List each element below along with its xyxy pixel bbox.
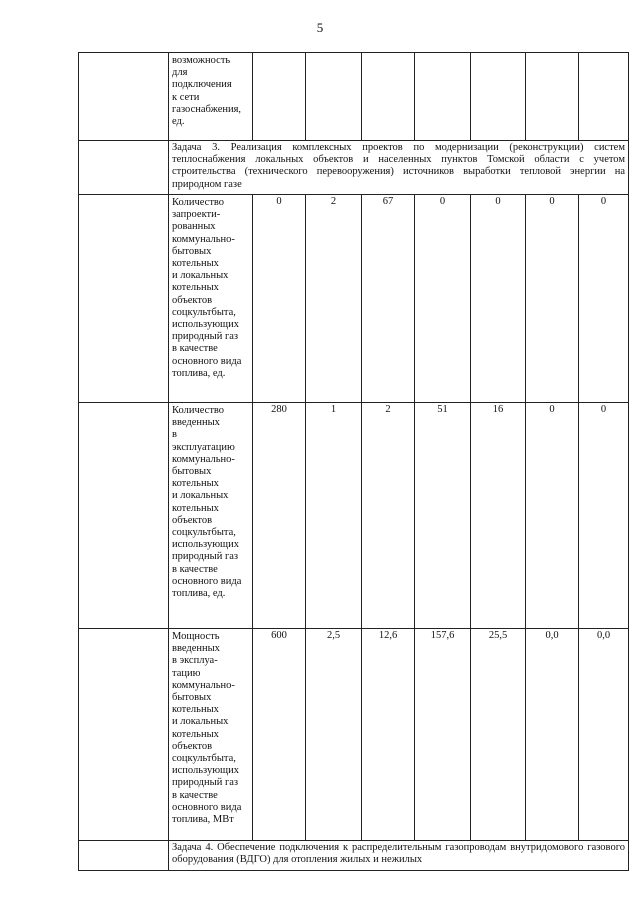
indicator-label-line: в (172, 429, 177, 441)
indicator-label (169, 403, 253, 629)
blank-cell (79, 841, 169, 871)
indicator-label-line: бытовых (172, 466, 212, 478)
indicator-label-line: котельных (172, 478, 219, 490)
indicator-label-line: котельных (172, 704, 219, 716)
indicator-label-line: Количество (172, 405, 225, 416)
value-cell: 25,5 (471, 629, 526, 841)
indicator-label-line: коммунально- (172, 453, 235, 465)
task-text: Задача 4. Обеспечение подключения к распределительным газопроводам внутридомового газового оборудования (ВДГО) для отопления жилых и нежилых (169, 841, 629, 871)
indicator-label-line: основного вида (172, 355, 242, 367)
blank-cell (79, 53, 169, 141)
value-cell: 67 (362, 195, 415, 403)
indicator-label-line: введенных (172, 417, 220, 429)
task-text: Задача 3. Реализация комплексных проектов по модернизации (реконструкции) систем теплоснабжения локальных объектов и населенных пунктов Томской области с учетом строительства (технического перевооружения) источников выработки тепловой энергии на природном газе (169, 141, 629, 195)
indicator-row (79, 195, 629, 403)
value-cell: 0 (579, 403, 629, 629)
task-row (79, 841, 629, 871)
indicator-label-line: природный газ (172, 551, 239, 563)
indicator-label-line: рованных (172, 221, 216, 233)
value-cell: 0,0 (579, 629, 629, 841)
indicator-label-line: использующих (172, 539, 240, 551)
blank-cell (79, 195, 169, 403)
indicator-label-line: введенных (172, 643, 220, 655)
value-cell: 600 (253, 629, 306, 841)
indicator-label-line: коммунально- (172, 679, 235, 691)
indicator-row (79, 403, 629, 629)
indicator-label-line: в эксплуа- (172, 655, 218, 667)
value-cell: 280 (253, 403, 306, 629)
value-cell: 0 (526, 403, 579, 629)
indicator-label-line: коммунально- (172, 233, 235, 245)
indicator-table (78, 52, 629, 871)
indicator-label-line: котельных (172, 502, 219, 514)
indicator-row (79, 53, 629, 141)
indicator-label-line: топлива, ед. (172, 367, 226, 379)
value-cell (306, 53, 362, 141)
indicator-label-line: к сети (172, 91, 200, 103)
page-number: 5 (316, 20, 324, 35)
value-cell: 51 (415, 403, 471, 629)
indicator-label-line: Количество (172, 197, 225, 208)
indicator-label (169, 195, 253, 403)
indicator-label-line: объектов (172, 514, 213, 526)
value-cell (415, 53, 471, 141)
value-cell (579, 53, 629, 141)
indicator-label-line: Мощность (172, 631, 220, 642)
indicator-label-line: бытовых (172, 245, 212, 257)
indicator-label-line: природный газ (172, 331, 239, 343)
indicator-label-line: бытовых (172, 692, 212, 704)
value-cell: 157,6 (415, 629, 471, 841)
indicator-label-line: основного вида (172, 575, 242, 587)
blank-cell (79, 403, 169, 629)
indicator-label-line: соцкультбыта, (172, 527, 236, 539)
value-cell: 0 (471, 195, 526, 403)
indicator-label-line: и локальных (172, 270, 229, 282)
indicator-label-line: топлива, МВт (172, 814, 234, 826)
indicator-label-line: соцкультбыта, (172, 753, 236, 765)
value-cell: 0 (579, 195, 629, 403)
indicator-label-line: запроекти- (172, 209, 221, 221)
value-cell: 12,6 (362, 629, 415, 841)
value-cell: 0 (415, 195, 471, 403)
indicator-label (169, 629, 253, 841)
value-cell: 1 (306, 403, 362, 629)
value-cell: 2 (362, 403, 415, 629)
indicator-label-line: газоснабжения, (172, 103, 242, 115)
indicator-label-line: использующих (172, 765, 240, 777)
indicator-label-line: в качестве (172, 563, 218, 575)
indicator-label-line: котельных (172, 728, 219, 740)
indicator-label-line: в качестве (172, 343, 218, 355)
value-cell: 2 (306, 195, 362, 403)
indicator-label-line: использующих (172, 319, 240, 331)
value-cell: 0 (253, 195, 306, 403)
indicator-label-line: ед. (172, 116, 185, 128)
value-cell (253, 53, 306, 141)
value-cell: 2,5 (306, 629, 362, 841)
value-cell (471, 53, 526, 141)
value-cell: 0,0 (526, 629, 579, 841)
task-row (79, 141, 629, 195)
indicator-label-line: основного вида (172, 801, 242, 813)
indicator-label-line: и локальных (172, 716, 229, 728)
value-cell (362, 53, 415, 141)
indicator-label (169, 53, 253, 141)
indicator-row (79, 629, 629, 841)
indicator-label-line: возможность (172, 55, 231, 66)
indicator-label-line: для (172, 67, 188, 79)
indicator-label-line: и локальных (172, 490, 229, 502)
indicator-label-line: котельных (172, 258, 219, 270)
value-cell (526, 53, 579, 141)
blank-cell (79, 629, 169, 841)
indicator-label-line: объектов (172, 294, 213, 306)
indicator-label-line: соцкультбыта, (172, 306, 236, 318)
indicator-label-line: природный газ (172, 777, 239, 789)
value-cell: 16 (471, 403, 526, 629)
indicator-label-line: тацию (172, 667, 201, 679)
indicator-label-line: объектов (172, 740, 213, 752)
value-cell: 0 (526, 195, 579, 403)
indicator-label-line: топлива, ед. (172, 588, 226, 600)
blank-cell (79, 141, 169, 195)
indicator-label-line: эксплуатацию (172, 441, 235, 453)
indicator-label-line: котельных (172, 282, 219, 294)
indicator-label-line: подключения (172, 79, 232, 91)
indicator-label-line: в качестве (172, 789, 218, 801)
